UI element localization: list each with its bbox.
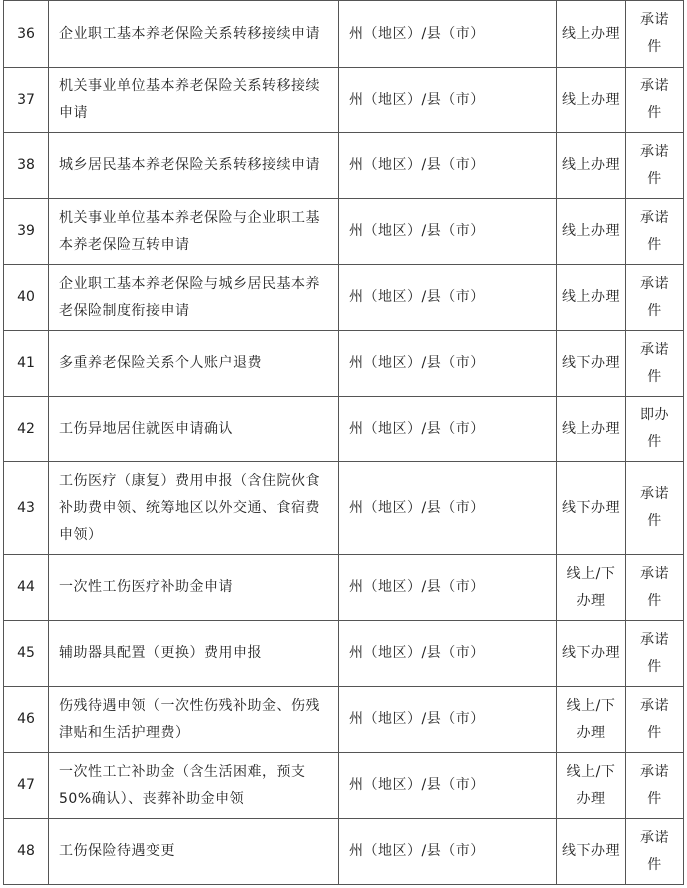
row-number-cell [4, 687, 49, 753]
table-row [4, 331, 684, 397]
handling-mode: 线上办理 [562, 420, 620, 437]
service-name: 工伤异地居住就医申请确认 [59, 420, 233, 437]
service-name-cell [49, 397, 339, 462]
handling-mode-cell [557, 199, 626, 265]
item-type: 承诺件 [640, 697, 669, 741]
admin-level: 州（地区）/县（市） [349, 289, 485, 305]
admin-level: 州（地区）/县（市） [349, 355, 485, 371]
table-row [4, 687, 684, 753]
item-type: 承诺件 [640, 565, 669, 609]
row-number-cell [4, 133, 49, 199]
item-type-cell [626, 687, 684, 753]
admin-level-cell [339, 555, 557, 621]
admin-level-cell [339, 687, 557, 753]
handling-mode-cell [557, 621, 626, 687]
admin-level: 州（地区）/县（市） [349, 157, 485, 173]
service-name: 一次性工亡补助金（含生活困难，预支50%确认）、丧葬补助金申领 [59, 763, 306, 807]
item-type: 承诺件 [640, 486, 669, 529]
item-type-cell [626, 68, 684, 133]
handling-mode: 线上办理 [562, 25, 620, 42]
table-row [4, 133, 684, 199]
item-type-cell [626, 133, 684, 199]
service-name-cell [49, 555, 339, 621]
item-type: 承诺件 [640, 631, 669, 675]
admin-level: 州（地区）/县（市） [349, 91, 485, 108]
service-name: 企业职工基本养老保险与城乡居民基本养老保险制度衔接申请 [59, 275, 320, 319]
service-items-table [3, 0, 684, 885]
handling-mode-cell [557, 265, 626, 331]
handling-mode-cell [557, 331, 626, 397]
table-row [4, 462, 684, 555]
handling-mode: 线下办理 [562, 499, 620, 516]
row-number-cell [4, 397, 49, 462]
admin-level-cell [339, 265, 557, 331]
service-name: 机关事业单位基本养老保险与企业职工基本养老保险互转申请 [59, 209, 320, 253]
row-number-cell [4, 1, 49, 68]
item-type-cell [626, 621, 684, 687]
service-name-cell [49, 265, 339, 331]
handling-mode-cell [557, 462, 626, 555]
table-row [4, 68, 684, 133]
handling-mode: 线上办理 [562, 223, 620, 239]
handling-mode: 线上办理 [562, 157, 620, 173]
table-row [4, 753, 684, 819]
service-name: 一次性工伤医疗补助金申请 [59, 579, 233, 595]
service-name: 城乡居民基本养老保险关系转移接续申请 [59, 157, 320, 173]
service-name-cell [49, 68, 339, 133]
row-number: 39 [17, 223, 35, 239]
handling-mode-cell [557, 555, 626, 621]
row-number: 44 [17, 579, 35, 595]
item-type: 承诺件 [640, 829, 669, 873]
row-number-cell [4, 199, 49, 265]
handling-mode-cell [557, 133, 626, 199]
handling-mode-cell [557, 819, 626, 885]
service-name-cell [49, 133, 339, 199]
row-number-cell [4, 462, 49, 555]
handling-mode-cell [557, 687, 626, 753]
handling-mode: 线下办理 [562, 843, 620, 859]
service-name: 伤残待遇申领（一次性伤残补助金、伤残津贴和生活护理费） [59, 697, 320, 741]
admin-level-cell [339, 397, 557, 462]
row-number: 43 [17, 499, 35, 516]
row-number: 48 [17, 843, 35, 859]
handling-mode-cell [557, 397, 626, 462]
handling-mode: 线上/下办理 [566, 565, 616, 609]
item-type-cell [626, 1, 684, 68]
row-number-cell [4, 819, 49, 885]
row-number-cell [4, 621, 49, 687]
admin-level: 州（地区）/县（市） [349, 499, 485, 516]
table-row [4, 199, 684, 265]
item-type-cell [626, 199, 684, 265]
table-row [4, 819, 684, 885]
row-number: 37 [17, 91, 35, 108]
item-type: 承诺件 [640, 12, 669, 55]
admin-level-cell [339, 133, 557, 199]
service-name: 工伤医疗（康复）费用申报（含住院伙食补助费申领、统筹地区以外交通、食宿费申领） [59, 472, 320, 543]
item-type-cell [626, 397, 684, 462]
service-name: 企业职工基本养老保险关系转移接续申请 [59, 25, 320, 42]
item-type: 承诺件 [640, 209, 669, 253]
service-name-cell [49, 621, 339, 687]
admin-level: 州（地区）/县（市） [349, 25, 485, 42]
handling-mode: 线上办理 [562, 91, 620, 108]
handling-mode-cell [557, 1, 626, 68]
admin-level-cell [339, 331, 557, 397]
table-row [4, 555, 684, 621]
item-type-cell [626, 462, 684, 555]
admin-level-cell [339, 1, 557, 68]
service-name-cell [49, 331, 339, 397]
row-number: 38 [17, 157, 35, 173]
row-number-cell [4, 68, 49, 133]
row-number-cell [4, 331, 49, 397]
row-number-cell [4, 265, 49, 331]
item-type: 承诺件 [640, 143, 669, 187]
table-body [4, 1, 684, 885]
admin-level: 州（地区）/县（市） [349, 420, 485, 437]
admin-level-cell [339, 68, 557, 133]
item-type: 承诺件 [640, 275, 669, 319]
table-row [4, 621, 684, 687]
row-number: 41 [17, 355, 35, 371]
admin-level-cell [339, 753, 557, 819]
item-type-cell [626, 331, 684, 397]
admin-level: 州（地区）/县（市） [349, 711, 485, 727]
row-number: 42 [17, 420, 35, 437]
row-number-cell [4, 753, 49, 819]
item-type-cell [626, 819, 684, 885]
handling-mode: 线下办理 [562, 355, 620, 371]
admin-level: 州（地区）/县（市） [349, 579, 485, 595]
service-name: 工伤保险待遇变更 [59, 843, 175, 859]
handling-mode-cell [557, 753, 626, 819]
handling-mode: 线上/下办理 [566, 763, 616, 807]
row-number-cell [4, 555, 49, 621]
admin-level: 州（地区）/县（市） [349, 777, 485, 793]
service-name-cell [49, 819, 339, 885]
service-name-cell [49, 753, 339, 819]
admin-level-cell [339, 621, 557, 687]
item-type-cell [626, 753, 684, 819]
row-number: 47 [17, 777, 35, 793]
service-name: 多重养老保险关系个人账户退费 [59, 355, 262, 371]
item-type-cell [626, 555, 684, 621]
service-name-cell [49, 199, 339, 265]
admin-level-cell [339, 199, 557, 265]
admin-level: 州（地区）/县（市） [349, 843, 485, 859]
handling-mode: 线上/下办理 [566, 697, 616, 741]
table-row [4, 1, 684, 68]
service-name: 辅助器具配置（更换）费用申报 [59, 645, 262, 661]
item-type-cell [626, 265, 684, 331]
item-type: 承诺件 [640, 341, 669, 385]
service-name-cell [49, 1, 339, 68]
service-name-cell [49, 462, 339, 555]
item-type: 即办件 [640, 407, 669, 450]
admin-level-cell [339, 462, 557, 555]
admin-level: 州（地区）/县（市） [349, 223, 485, 239]
row-number: 36 [17, 25, 35, 42]
admin-level: 州（地区）/县（市） [349, 645, 485, 661]
handling-mode-cell [557, 68, 626, 133]
row-number: 46 [17, 711, 35, 727]
table-row [4, 265, 684, 331]
handling-mode: 线下办理 [562, 645, 620, 661]
table-row [4, 397, 684, 462]
item-type: 承诺件 [640, 78, 669, 121]
admin-level-cell [339, 819, 557, 885]
handling-mode: 线上办理 [562, 289, 620, 305]
service-name-cell [49, 687, 339, 753]
row-number: 45 [17, 645, 35, 661]
row-number: 40 [17, 289, 35, 305]
item-type: 承诺件 [640, 763, 669, 807]
service-name: 机关事业单位基本养老保险关系转移接续申请 [59, 78, 320, 121]
